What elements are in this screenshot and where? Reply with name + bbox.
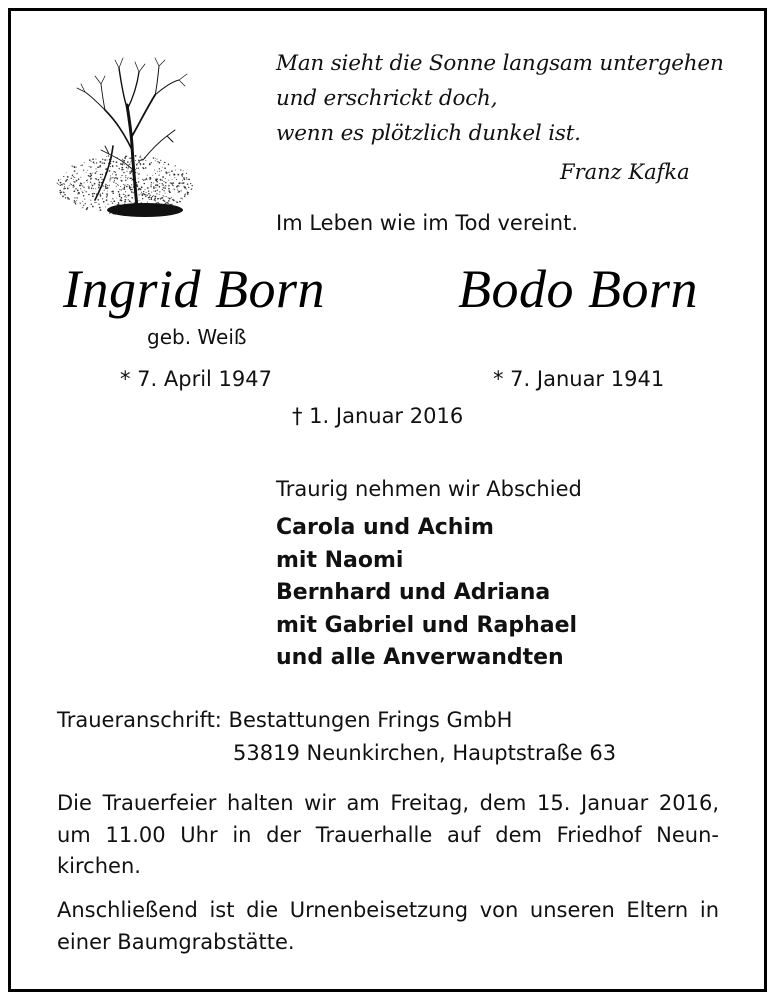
address-line-2: 53819 Neunkirchen, Hauptstraße 63 xyxy=(233,741,617,765)
paragraph-line: kirchen. xyxy=(57,854,141,878)
mourners-list xyxy=(276,512,577,675)
funeral-paragraph xyxy=(57,788,719,883)
quote xyxy=(276,46,724,151)
mourner-line: Carola und Achim xyxy=(276,515,494,540)
paragraph-line: Anschließend ist die Urnenbeisetzung von unseren Eltern in xyxy=(57,898,719,922)
quote-author: Franz Kafka xyxy=(560,160,690,184)
paragraph-line: einer Baumgrabstätte. xyxy=(57,929,295,954)
mourners-intro: Traurig nehmen wir Abschied xyxy=(276,477,582,501)
quote-line: und erschrickt doch, xyxy=(276,86,498,111)
mourner-line: Bernhard und Adriana xyxy=(276,580,551,605)
motto: Im Leben wie im Tod vereint. xyxy=(276,211,578,235)
burial-paragraph xyxy=(57,895,719,958)
death-date: † 1. Januar 2016 xyxy=(292,404,464,428)
paragraph-line: um 11.00 Uhr in der Trauerhalle auf dem Friedhof Neun- xyxy=(57,822,719,847)
paragraph-line: Die Trauerfeier halten wir am Freitag, dem 15. Januar 2016, xyxy=(57,791,719,815)
mourner-line: mit Gabriel und Raphael xyxy=(276,612,578,638)
mourner-line: und alle Anverwandten xyxy=(276,645,564,670)
address-line-1: Traueranschrift: Bestattungen Frings GmbH xyxy=(57,708,513,732)
quote-line: Man sieht die Sonne langsam untergehen xyxy=(276,51,724,76)
maiden-name: geb. Weiß xyxy=(147,325,247,349)
birth-date-ingrid: * 7. April 1947 xyxy=(120,367,273,391)
name-bodo: Bodo Born xyxy=(458,259,698,319)
tree-illustration xyxy=(55,50,220,225)
mourner-line: mit Naomi xyxy=(276,547,404,573)
birth-date-bodo: * 7. Januar 1941 xyxy=(493,367,665,391)
name-ingrid: Ingrid Born xyxy=(63,259,325,319)
quote-line: wenn es plötzlich dunkel ist. xyxy=(276,121,581,146)
